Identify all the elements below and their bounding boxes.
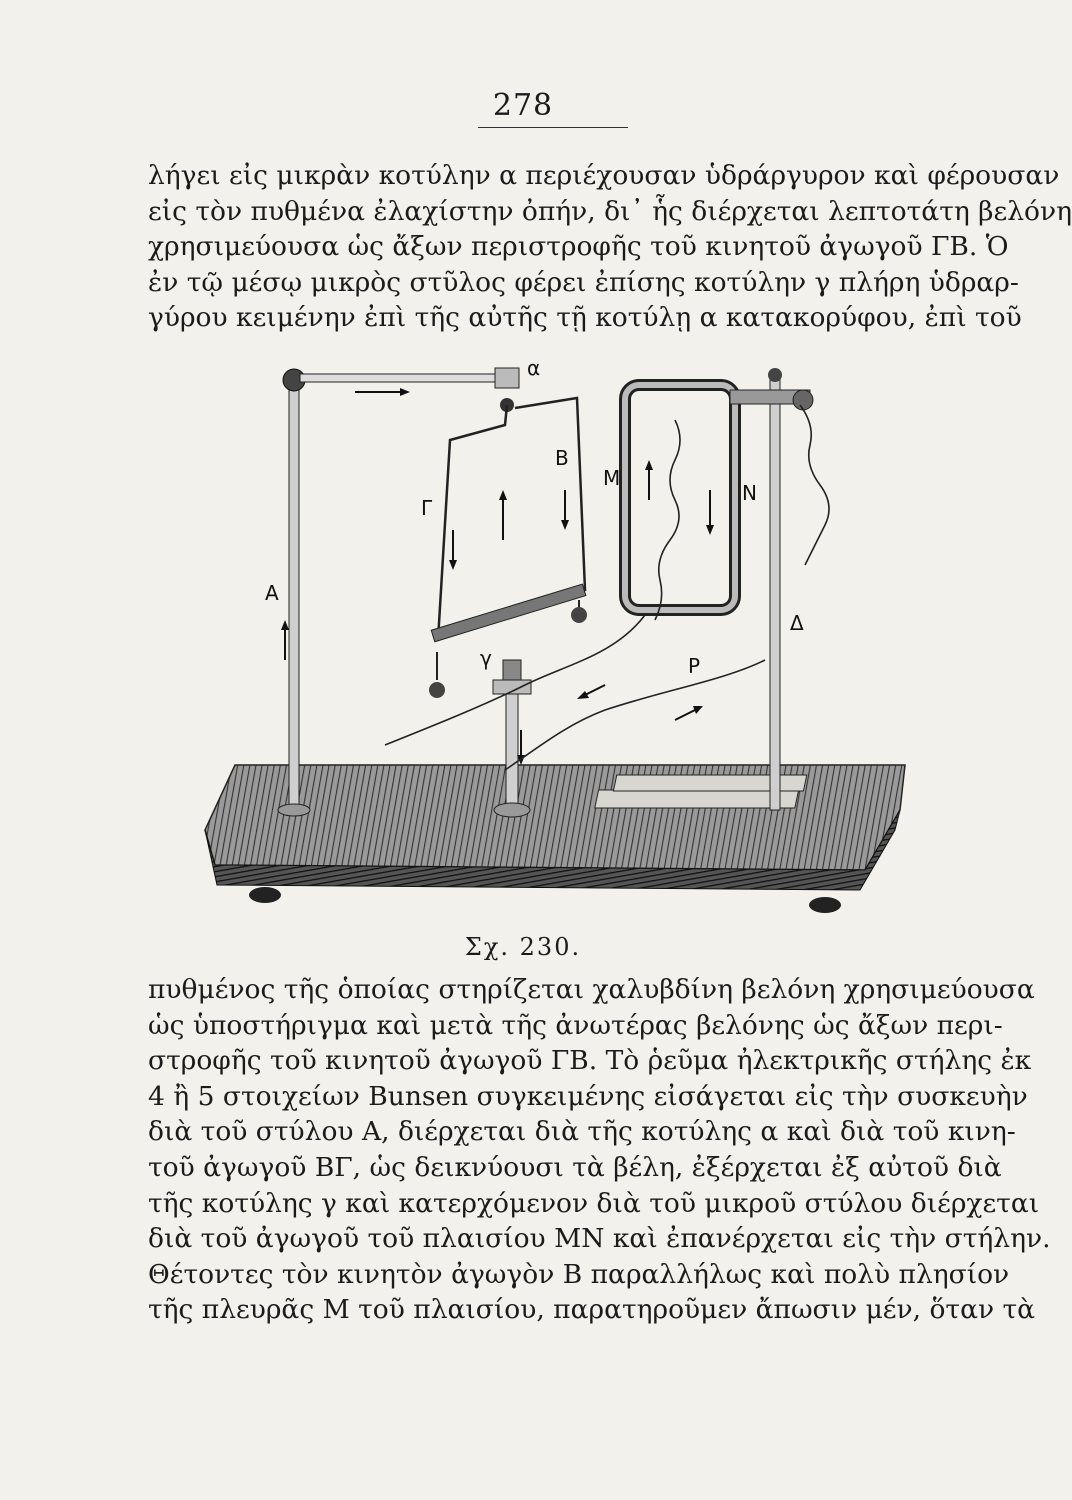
movable-conductor <box>429 398 587 698</box>
page-number: 278 <box>492 88 554 123</box>
label-p: Ρ <box>688 654 701 678</box>
text-line: γύρου κειμένην ἐπὶ τῆς αὐτῆς τῇ κοτύλῃ α κατακορύφου, ἐπὶ τοῦ <box>148 302 1022 334</box>
text-line: εἰς τὸν πυθμένα ἐλαχίστην ὀπήν, δι᾽ ἧς διέρχεται λεπτοτάτη βελόνη <box>148 195 1072 227</box>
text-line: ὡς ὑποστήριγμα καὶ μετὰ τῆς ἀνωτέρας βελόνης ὡς ἄξων περι- <box>148 1009 1003 1041</box>
text-line: τῆς πλευρᾶς Μ τοῦ πλαισίου, παρατηροῦμεν ἄπωσιν μέν, ὅταν τὰ <box>148 1294 1036 1326</box>
header-rule <box>478 127 628 128</box>
top-paragraph <box>148 158 1072 336</box>
coiled-wires <box>385 405 829 770</box>
text-line: λήγει εἰς μικρὰν κοτύλην α περιέχουσαν ὑδράργυρον καὶ φέρουσαν <box>148 160 1060 191</box>
text-line: διὰ τοῦ ἀγωγοῦ τοῦ πλαισίου ΜΝ καὶ ἐπανέρχεται εἰς τὴν στήλην. <box>148 1223 1051 1255</box>
arrow-top <box>355 388 410 396</box>
pillar-d <box>730 368 813 810</box>
label-n: Ν <box>742 481 757 505</box>
text-line: 4 ἢ 5 στοιχείων Bunsen συγκειμένης εἰσάγεται εἰς τὴν συσκευὴν <box>148 1080 1028 1112</box>
text-line: ἐν τῷ μέσῳ μικρὸς στῦλος φέρει ἐπίσης κοτύλην γ πλήρη ὑδραρ- <box>148 266 1019 298</box>
label-b: Β <box>555 446 569 470</box>
text-line: Θέτοντες τὸν κινητὸν ἀγωγὸν Β παραλλήλως καὶ πολὺ πλησίον <box>148 1258 1010 1290</box>
text-line: τῆς κοτύλης γ καὶ κατερχόμενον διὰ τοῦ μικροῦ στύλου διέρχεται <box>148 1187 1040 1219</box>
text-line: πυθμένος τῆς ὁποίας στηρίζεται χαλυβδίνη βελόνη χρησιμεύουσα <box>148 974 1035 1005</box>
text-line: διὰ τοῦ στύλου Α, διέρχεται διὰ τῆς κοτύλης α καὶ διὰ τοῦ κινη- <box>148 1116 1016 1148</box>
label-m: Μ <box>603 466 621 490</box>
frame-mn <box>625 385 735 610</box>
apparatus-figure <box>205 356 925 925</box>
text-line: τοῦ ἀγωγοῦ ΒΓ, ὡς δεικνύουσι τὰ βέλη, ἐξέρχεται ἐξ αὐτοῦ διὰ <box>148 1151 1002 1183</box>
text-line: στροφῆς τοῦ κινητοῦ ἀγωγοῦ ΓΒ. Τὸ ῥεῦμα ἠλεκτρικῆς στήλης ἐκ <box>148 1045 1032 1077</box>
label-a: α <box>527 356 541 380</box>
label-gamma: γ <box>480 646 492 670</box>
label-g: Γ <box>421 496 433 520</box>
pillar-a <box>278 368 519 816</box>
text-line: χρησιμεύουσα ὡς ἄξων περιστροφῆς τοῦ κινητοῦ ἀγωγοῦ ΓΒ. Ὁ <box>148 231 1009 263</box>
wire-arrows <box>281 620 703 720</box>
base-board <box>205 765 905 913</box>
bottom-paragraph <box>148 972 1051 1328</box>
figure-caption: Σχ. 230. <box>464 933 582 961</box>
label-d: Δ <box>790 611 804 635</box>
label-a-pillar: Α <box>265 581 279 605</box>
